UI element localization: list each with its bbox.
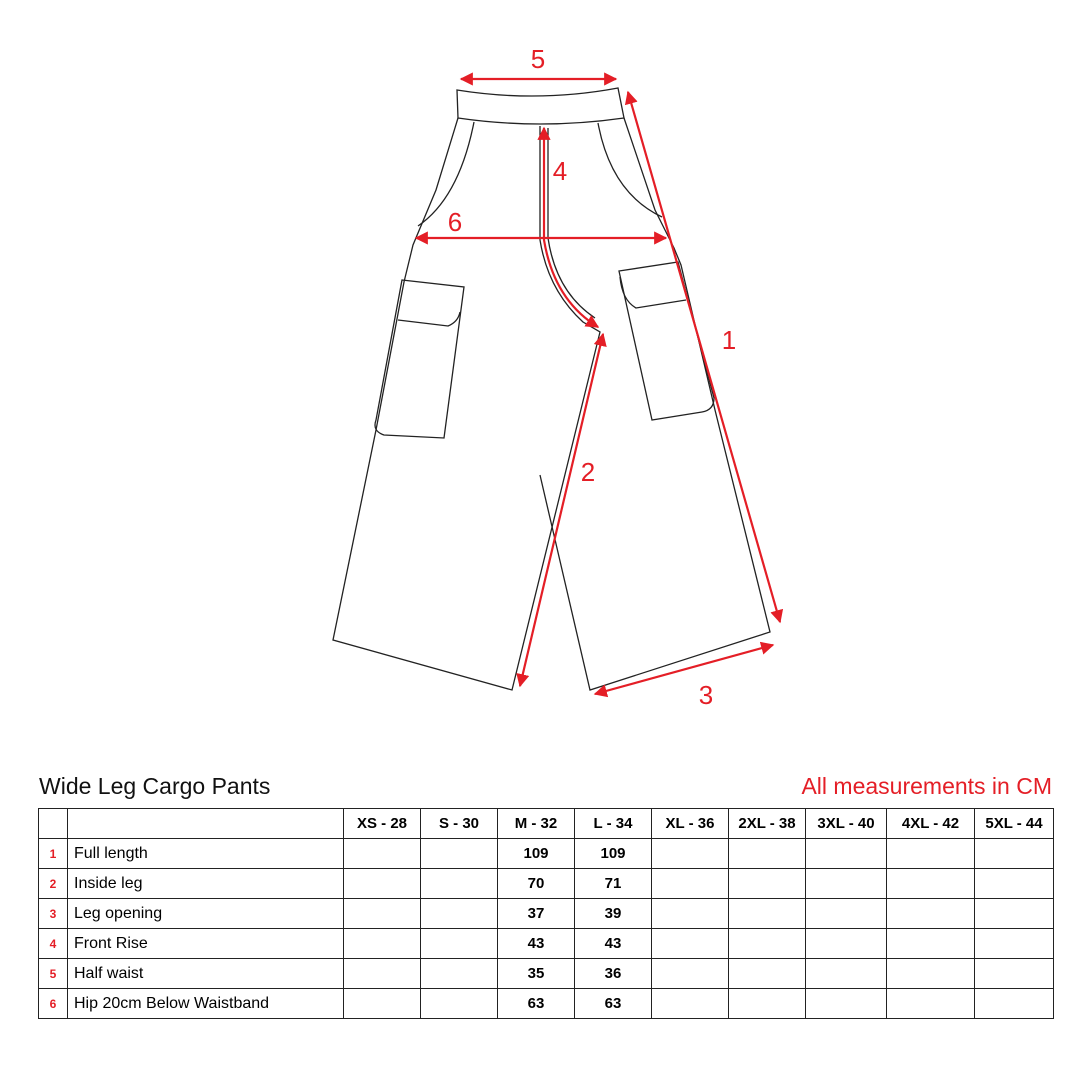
measurement-value [887,959,975,989]
arrow-3-leg-opening [595,645,773,694]
measurement-name: Leg opening [68,899,344,929]
measurement-value [729,899,806,929]
table-row [39,989,1054,1019]
measurement-value [344,989,421,1019]
measurement-value [887,869,975,899]
measurement-value [975,839,1054,869]
measurement-value [421,899,498,929]
right-leg-outline [540,118,770,690]
measurement-value [806,989,887,1019]
measurement-value [421,989,498,1019]
row-number: 3 [39,899,68,929]
table-row [39,959,1054,989]
header-name [68,809,344,839]
header-num [39,809,68,839]
measurement-value [975,989,1054,1019]
measurement-value: 71 [575,869,652,899]
arrow-1-full-length [628,92,780,622]
row-number: 2 [39,869,68,899]
size-header: XS - 28 [344,809,421,839]
measurement-value [652,869,729,899]
measurement-value [806,959,887,989]
measurement-value: 43 [575,929,652,959]
measurement-value [729,869,806,899]
measurement-value [421,959,498,989]
left-cargo-flap [398,312,460,326]
size-header: M - 32 [498,809,575,839]
left-leg-outline [333,118,600,690]
arrow-2-inside-leg [520,334,603,686]
waistband [457,88,624,124]
measurement-value [652,959,729,989]
measurement-value [729,989,806,1019]
measurement-value [729,959,806,989]
measurement-value: 109 [575,839,652,869]
row-number: 6 [39,989,68,1019]
measurement-value: 63 [575,989,652,1019]
measurement-value [421,869,498,899]
measurement-value [806,899,887,929]
measurement-value: 39 [575,899,652,929]
measurement-value [887,899,975,929]
table-row [39,869,1054,899]
table-row [39,899,1054,929]
left-cargo-pocket [375,280,464,438]
measurement-name: Half waist [68,959,344,989]
row-number: 1 [39,839,68,869]
measurement-value: 70 [498,869,575,899]
label-6: 6 [447,207,463,237]
measurement-value: 109 [498,839,575,869]
measurement-value: 63 [498,989,575,1019]
measurement-value: 36 [575,959,652,989]
left-pocket-curve [418,122,474,226]
measurement-value [652,989,729,1019]
measurement-value [421,929,498,959]
size-header: 3XL - 40 [806,809,887,839]
measurement-value [806,839,887,869]
label-3: 3 [698,680,714,710]
size-header: 2XL - 38 [729,809,806,839]
table-row [39,839,1054,869]
measurement-value: 37 [498,899,575,929]
label-2: 2 [580,457,596,487]
chart-title: Wide Leg Cargo Pants [39,773,271,799]
size-header: 4XL - 42 [887,809,975,839]
size-header: XL - 36 [652,809,729,839]
measurement-value: 43 [498,929,575,959]
row-number: 5 [39,959,68,989]
right-cargo-flap [620,277,686,308]
measurement-value [344,899,421,929]
units-note: All measurements in CM [801,773,1052,799]
label-5: 5 [530,44,546,74]
measurement-value [887,839,975,869]
measurement-name: Inside leg [68,869,344,899]
measurement-value [806,869,887,899]
measurement-value [975,959,1054,989]
measurement-arrows [416,79,780,694]
table-header-row [39,809,1054,839]
label-4: 4 [552,156,568,186]
measurement-value [806,929,887,959]
measurement-value [887,929,975,959]
measurement-value [975,929,1054,959]
measurement-value [344,959,421,989]
measurement-value [344,839,421,869]
pants-outline [333,88,770,690]
measurement-value [652,929,729,959]
measurement-name: Hip 20cm Below Waistband [68,989,344,1019]
measurement-value [975,899,1054,929]
label-1: 1 [721,325,737,355]
row-number: 4 [39,929,68,959]
measurement-value [729,839,806,869]
size-table [38,808,1054,1019]
measurement-value [729,929,806,959]
measurement-value [421,839,498,869]
measurement-value [652,839,729,869]
measurement-value [975,869,1054,899]
size-header: S - 30 [421,809,498,839]
measurement-name: Full length [68,839,344,869]
measurement-value [887,989,975,1019]
size-header: L - 34 [575,809,652,839]
measurement-value [652,899,729,929]
table-row [39,929,1054,959]
size-header: 5XL - 44 [975,809,1054,839]
measurement-value [344,929,421,959]
measurement-value [344,869,421,899]
measurement-name: Front Rise [68,929,344,959]
measurement-value: 35 [498,959,575,989]
